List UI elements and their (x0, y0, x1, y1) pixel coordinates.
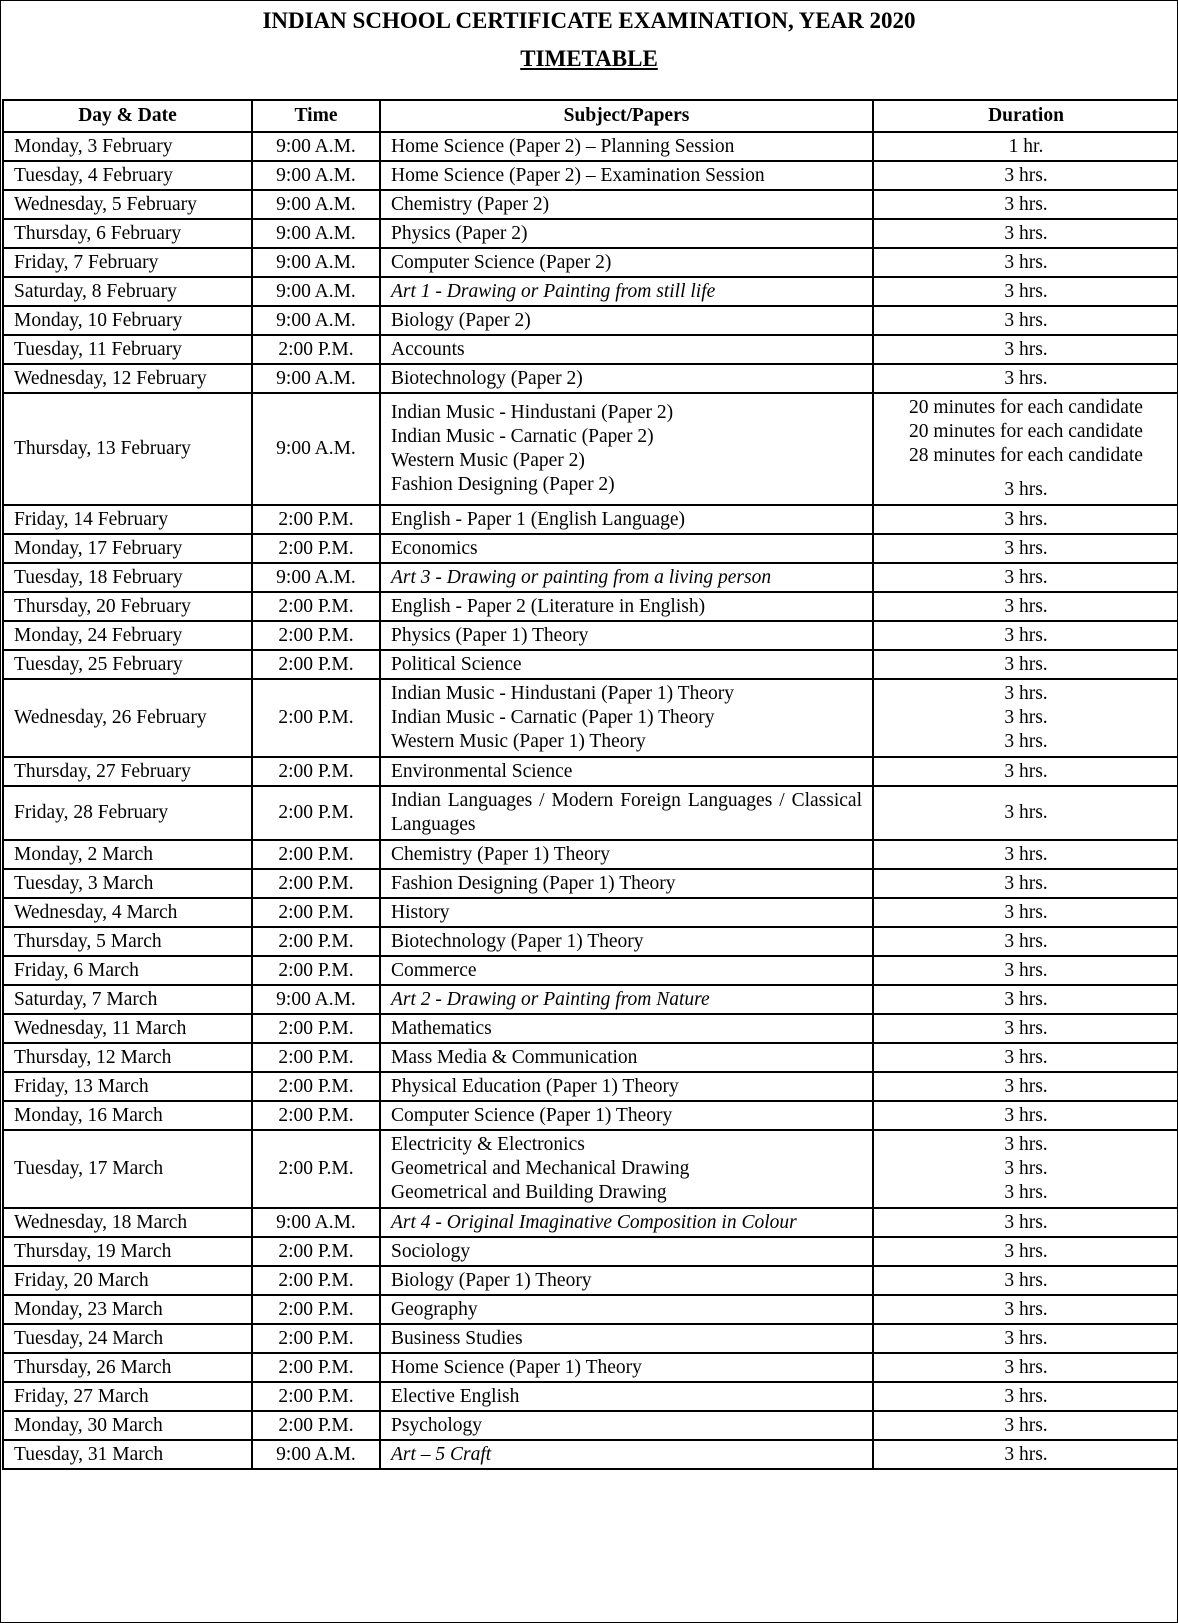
row-time: 2:00 P.M. (252, 592, 380, 621)
duration-line: 3 hrs. (1004, 930, 1048, 952)
row-time: 9:00 A.M. (252, 132, 380, 161)
row-subject (380, 393, 873, 505)
table-row (3, 1101, 1178, 1130)
row-duration (873, 1208, 1178, 1237)
duration-line: 3 hrs. (1004, 164, 1048, 186)
row-date: Monday, 2 March (3, 840, 252, 869)
row-date: Tuesday, 3 March (3, 869, 252, 898)
row-subject (380, 190, 873, 219)
row-duration (873, 679, 1178, 757)
row-subject (380, 1072, 873, 1101)
row-time: 2:00 P.M. (252, 956, 380, 985)
row-time: 2:00 P.M. (252, 335, 380, 364)
table-row (3, 650, 1178, 679)
row-duration (873, 335, 1178, 364)
row-time: 2:00 P.M. (252, 1324, 380, 1353)
subject-line: Environmental Science (391, 760, 573, 782)
duration-line: 3 hrs. (1004, 1182, 1048, 1203)
subject-line: Mass Media & Communication (391, 1046, 638, 1068)
row-date: Tuesday, 17 March (3, 1130, 252, 1208)
row-duration (873, 161, 1178, 190)
row-time: 2:00 P.M. (252, 650, 380, 679)
duration-line: 3 hrs. (1004, 338, 1048, 360)
row-time: 2:00 P.M. (252, 1072, 380, 1101)
row-duration (873, 563, 1178, 592)
table-row (3, 1237, 1178, 1266)
row-subject (380, 650, 873, 679)
table-row (3, 840, 1178, 869)
subject-line: Physics (Paper 1) Theory (391, 624, 589, 646)
row-subject (380, 679, 873, 757)
table-row (3, 505, 1178, 534)
header-time: Time (252, 100, 380, 132)
table-row (3, 306, 1178, 335)
duration-line: 3 hrs. (1004, 1414, 1048, 1436)
row-date: Friday, 20 March (3, 1266, 252, 1295)
timetable-body (3, 132, 1178, 1469)
duration-line: 3 hrs. (1004, 843, 1048, 865)
row-duration (873, 219, 1178, 248)
row-time: 9:00 A.M. (252, 1440, 380, 1469)
row-date: Monday, 17 February (3, 534, 252, 563)
document-subtitle (1, 44, 1177, 74)
row-duration (873, 840, 1178, 869)
duration-line: 3 hrs. (1004, 872, 1048, 894)
row-date: Wednesday, 11 March (3, 1014, 252, 1043)
row-time: 9:00 A.M. (252, 563, 380, 592)
row-time: 2:00 P.M. (252, 534, 380, 563)
row-duration (873, 534, 1178, 563)
row-duration (873, 927, 1178, 956)
table-row (3, 563, 1178, 592)
subject-line: Commerce (391, 959, 477, 981)
subject-line: Psychology (391, 1414, 483, 1436)
table-row (3, 1043, 1178, 1072)
subject-line: Elective English (391, 1385, 520, 1407)
subject-line: English - Paper 2 (Literature in English) (391, 595, 706, 617)
row-subject (380, 248, 873, 277)
subject-line: Electricity & Electronics (391, 1134, 585, 1155)
row-duration (873, 898, 1178, 927)
duration-line: 3 hrs. (1004, 1017, 1048, 1039)
duration-line: 3 hrs. (1004, 508, 1048, 530)
row-duration (873, 1266, 1178, 1295)
row-duration (873, 248, 1178, 277)
row-date: Wednesday, 12 February (3, 364, 252, 393)
duration-line: 3 hrs. (1004, 280, 1048, 302)
table-row (3, 1324, 1178, 1353)
duration-line: 3 hrs. (1004, 1327, 1048, 1349)
row-date: Tuesday, 4 February (3, 161, 252, 190)
table-row (3, 248, 1178, 277)
row-duration (873, 393, 1178, 505)
row-subject (380, 534, 873, 563)
row-date: Saturday, 7 March (3, 985, 252, 1014)
table-row (3, 335, 1178, 364)
duration-line: 3 hrs. (1004, 566, 1048, 588)
subject-line: Home Science (Paper 1) Theory (391, 1356, 642, 1378)
row-time: 2:00 P.M. (252, 679, 380, 757)
row-subject (380, 985, 873, 1014)
header-duration: Duration (873, 100, 1178, 132)
row-time: 9:00 A.M. (252, 393, 380, 505)
row-date: Monday, 24 February (3, 621, 252, 650)
row-date: Monday, 23 March (3, 1295, 252, 1324)
row-subject (380, 161, 873, 190)
row-duration (873, 306, 1178, 335)
subject-line: Indian Music - Hindustani (Paper 2) (391, 402, 674, 423)
subject-line: Mathematics (391, 1017, 492, 1039)
row-subject (380, 335, 873, 364)
subject-line: Western Music (Paper 2) (391, 450, 585, 471)
row-subject (380, 869, 873, 898)
row-date: Monday, 16 March (3, 1101, 252, 1130)
row-subject (380, 505, 873, 534)
row-duration (873, 985, 1178, 1014)
duration-line: 3 hrs. (1004, 959, 1048, 981)
table-row (3, 364, 1178, 393)
duration-line: 3 hrs. (1004, 1046, 1048, 1068)
row-subject (380, 364, 873, 393)
subject-line: Biology (Paper 1) Theory (391, 1269, 592, 1291)
row-date: Tuesday, 18 February (3, 563, 252, 592)
row-time: 2:00 P.M. (252, 1266, 380, 1295)
row-date: Tuesday, 31 March (3, 1440, 252, 1469)
row-duration (873, 1072, 1178, 1101)
subject-line: Geometrical and Mechanical Drawing (391, 1158, 690, 1179)
row-date: Thursday, 27 February (3, 757, 252, 786)
row-date: Thursday, 6 February (3, 219, 252, 248)
subject-line: Computer Science (Paper 1) Theory (391, 1104, 673, 1126)
duration-line: 3 hrs. (1004, 1269, 1048, 1291)
row-subject (380, 132, 873, 161)
row-duration (873, 786, 1178, 840)
row-date: Thursday, 13 February (3, 393, 252, 505)
duration-line: 3 hrs. (1004, 1075, 1048, 1097)
row-duration (873, 956, 1178, 985)
row-date: Friday, 7 February (3, 248, 252, 277)
row-time: 2:00 P.M. (252, 786, 380, 840)
duration-line: 3 hrs. (1004, 802, 1048, 823)
row-subject (380, 1324, 873, 1353)
row-date: Tuesday, 11 February (3, 335, 252, 364)
row-time: 2:00 P.M. (252, 1014, 380, 1043)
subject-line: Art 3 - Drawing or painting from a living person (391, 566, 772, 588)
row-subject (380, 1440, 873, 1469)
row-date: Thursday, 26 March (3, 1353, 252, 1382)
duration-line: 3 hrs. (1004, 653, 1048, 675)
row-time: 9:00 A.M. (252, 1208, 380, 1237)
row-time: 9:00 A.M. (252, 248, 380, 277)
row-subject (380, 1208, 873, 1237)
table-row (3, 679, 1178, 757)
timetable-table (2, 99, 1178, 1470)
table-row (3, 985, 1178, 1014)
row-date: Thursday, 20 February (3, 592, 252, 621)
row-duration (873, 1353, 1178, 1382)
row-subject (380, 1043, 873, 1072)
row-subject (380, 563, 873, 592)
row-duration (873, 621, 1178, 650)
subject-line: Western Music (Paper 1) Theory (391, 731, 646, 752)
row-subject (380, 1101, 873, 1130)
subject-line: Chemistry (Paper 2) (391, 193, 550, 215)
subject-line: Political Science (391, 653, 522, 675)
row-subject (380, 786, 873, 840)
duration-line: 3 hrs. (1004, 222, 1048, 244)
row-date: Friday, 14 February (3, 505, 252, 534)
table-row (3, 1440, 1178, 1469)
row-date: Wednesday, 4 March (3, 898, 252, 927)
subject-line: Physical Education (Paper 1) Theory (391, 1075, 679, 1097)
table-row (3, 1382, 1178, 1411)
table-header-row (3, 100, 1178, 132)
row-duration (873, 1130, 1178, 1208)
row-date: Tuesday, 25 February (3, 650, 252, 679)
duration-line: 3 hrs. (1004, 624, 1048, 646)
duration-line: 3 hrs. (1004, 901, 1048, 923)
table-row (3, 1353, 1178, 1382)
subject-line: Indian Music - Hindustani (Paper 1) Theory (391, 683, 734, 704)
row-date: Wednesday, 5 February (3, 190, 252, 219)
table-row (3, 277, 1178, 306)
table-row (3, 190, 1178, 219)
table-row (3, 132, 1178, 161)
row-duration (873, 364, 1178, 393)
table-row (3, 786, 1178, 840)
row-subject (380, 1411, 873, 1440)
row-subject (380, 1266, 873, 1295)
row-subject (380, 592, 873, 621)
row-time: 2:00 P.M. (252, 1353, 380, 1382)
duration-line: 3 hrs. (1004, 537, 1048, 559)
row-duration (873, 277, 1178, 306)
row-duration (873, 190, 1178, 219)
row-duration (873, 757, 1178, 786)
row-date: Monday, 10 February (3, 306, 252, 335)
row-time: 2:00 P.M. (252, 869, 380, 898)
header-subject: Subject/Papers (380, 100, 873, 132)
row-duration (873, 650, 1178, 679)
row-time: 9:00 A.M. (252, 219, 380, 248)
subject-line: Business Studies (391, 1327, 523, 1349)
row-duration (873, 869, 1178, 898)
subject-line: Art 4 - Original Imaginative Composition in Colour (391, 1211, 797, 1233)
subject-line: Art – 5 Craft (391, 1443, 492, 1465)
row-time: 2:00 P.M. (252, 1237, 380, 1266)
duration-line: 3 hrs. (1004, 1385, 1048, 1407)
duration-line: 20 minutes for each candidate (909, 421, 1143, 442)
row-date: Thursday, 12 March (3, 1043, 252, 1072)
row-subject (380, 898, 873, 927)
duration-line: 3 hrs. (1004, 193, 1048, 215)
duration-line: 3 hrs. (1004, 479, 1048, 500)
subject-line: Sociology (391, 1240, 471, 1262)
row-subject (380, 277, 873, 306)
row-date: Friday, 28 February (3, 786, 252, 840)
row-date: Monday, 30 March (3, 1411, 252, 1440)
row-time: 2:00 P.M. (252, 1382, 380, 1411)
header-day-date: Day & Date (3, 100, 252, 132)
table-row (3, 869, 1178, 898)
subject-line: Indian Languages / Modern Foreign Languages / Classical Languages (391, 790, 862, 835)
subject-line: Chemistry (Paper 1) Theory (391, 843, 610, 865)
row-subject (380, 219, 873, 248)
row-time: 9:00 A.M. (252, 161, 380, 190)
duration-line: 3 hrs. (1004, 1443, 1048, 1465)
row-subject (380, 1382, 873, 1411)
row-time: 9:00 A.M. (252, 364, 380, 393)
row-duration (873, 1440, 1178, 1469)
row-date: Friday, 27 March (3, 1382, 252, 1411)
table-row (3, 1411, 1178, 1440)
row-date: Wednesday, 26 February (3, 679, 252, 757)
row-subject (380, 1130, 873, 1208)
subject-line: Accounts (391, 338, 465, 360)
table-row (3, 1266, 1178, 1295)
duration-line: 3 hrs. (1004, 1134, 1048, 1155)
row-subject (380, 927, 873, 956)
table-row (3, 927, 1178, 956)
duration-line: 3 hrs. (1004, 1356, 1048, 1378)
row-time: 2:00 P.M. (252, 1101, 380, 1130)
table-row (3, 621, 1178, 650)
row-duration (873, 1411, 1178, 1440)
row-date: Friday, 13 March (3, 1072, 252, 1101)
duration-line: 3 hrs. (1004, 683, 1048, 704)
row-duration (873, 505, 1178, 534)
duration-line: 3 hrs. (1004, 1211, 1048, 1233)
row-subject (380, 1295, 873, 1324)
document-title: INDIAN SCHOOL CERTIFICATE EXAMINATION, YEAR 2020 (262, 8, 916, 33)
row-time: 2:00 P.M. (252, 757, 380, 786)
row-duration (873, 592, 1178, 621)
subject-line: Home Science (Paper 2) – Planning Session (391, 135, 735, 157)
row-time: 2:00 P.M. (252, 898, 380, 927)
row-time: 2:00 P.M. (252, 1043, 380, 1072)
row-date: Thursday, 5 March (3, 927, 252, 956)
subject-line: Home Science (Paper 2) – Examination Session (391, 164, 765, 186)
row-subject (380, 1353, 873, 1382)
subject-line: Economics (391, 537, 478, 559)
table-row (3, 592, 1178, 621)
subject-line: Geography (391, 1298, 478, 1320)
duration-line: 28 minutes for each candidate (909, 445, 1143, 466)
row-time: 2:00 P.M. (252, 1411, 380, 1440)
row-duration (873, 1382, 1178, 1411)
duration-line: 3 hrs. (1004, 1158, 1048, 1179)
row-time: 2:00 P.M. (252, 927, 380, 956)
row-time: 2:00 P.M. (252, 1130, 380, 1208)
row-duration (873, 1324, 1178, 1353)
duration-line: 3 hrs. (1004, 367, 1048, 389)
row-time: 9:00 A.M. (252, 985, 380, 1014)
table-row (3, 161, 1178, 190)
duration-line: 3 hrs. (1004, 595, 1048, 617)
subtitle-text: TIMETABLE (520, 46, 658, 71)
subject-line: Indian Music - Carnatic (Paper 1) Theory (391, 707, 715, 728)
row-subject (380, 1237, 873, 1266)
row-duration (873, 132, 1178, 161)
row-duration (873, 1014, 1178, 1043)
duration-line: 3 hrs. (1004, 988, 1048, 1010)
duration-line: 3 hrs. (1004, 731, 1048, 752)
row-subject (380, 306, 873, 335)
subject-line: Art 2 - Drawing or Painting from Nature (391, 988, 710, 1010)
row-subject (380, 1014, 873, 1043)
table-row (3, 1072, 1178, 1101)
row-date: Saturday, 8 February (3, 277, 252, 306)
row-time: 2:00 P.M. (252, 505, 380, 534)
subject-line: Computer Science (Paper 2) (391, 251, 612, 273)
subject-line: Art 1 - Drawing or Painting from still life (391, 280, 716, 302)
row-date: Friday, 6 March (3, 956, 252, 985)
duration-line: 1 hr. (1008, 135, 1044, 157)
duration-line: 3 hrs. (1004, 1298, 1048, 1320)
table-row (3, 1014, 1178, 1043)
row-duration (873, 1237, 1178, 1266)
subject-line: Biotechnology (Paper 1) Theory (391, 930, 644, 952)
table-row (3, 1130, 1178, 1208)
duration-line: 3 hrs. (1004, 1240, 1048, 1262)
row-duration (873, 1295, 1178, 1324)
duration-line: 3 hrs. (1004, 707, 1048, 728)
row-time: 9:00 A.M. (252, 190, 380, 219)
row-date: Tuesday, 24 March (3, 1324, 252, 1353)
table-row (3, 1295, 1178, 1324)
subject-line: Biology (Paper 2) (391, 309, 531, 331)
row-date: Wednesday, 18 March (3, 1208, 252, 1237)
row-subject (380, 757, 873, 786)
subject-line: Fashion Designing (Paper 2) (391, 474, 615, 495)
subject-line: Geometrical and Building Drawing (391, 1182, 667, 1203)
duration-line: 20 minutes for each candidate (909, 397, 1143, 418)
table-row (3, 956, 1178, 985)
row-duration (873, 1043, 1178, 1072)
row-time: 9:00 A.M. (252, 277, 380, 306)
row-time: 2:00 P.M. (252, 621, 380, 650)
row-time: 2:00 P.M. (252, 840, 380, 869)
row-time: 2:00 P.M. (252, 1295, 380, 1324)
duration-line: 3 hrs. (1004, 309, 1048, 331)
row-subject (380, 840, 873, 869)
row-subject (380, 956, 873, 985)
table-row (3, 1208, 1178, 1237)
row-duration (873, 1101, 1178, 1130)
row-time: 9:00 A.M. (252, 306, 380, 335)
table-row (3, 898, 1178, 927)
duration-line: 3 hrs. (1004, 760, 1048, 782)
subject-line: History (391, 901, 450, 923)
subject-line: Biotechnology (Paper 2) (391, 367, 583, 389)
table-row (3, 393, 1178, 505)
duration-line: 3 hrs. (1004, 1104, 1048, 1126)
table-row (3, 534, 1178, 563)
row-date: Thursday, 19 March (3, 1237, 252, 1266)
row-date: Monday, 3 February (3, 132, 252, 161)
subject-line: Physics (Paper 2) (391, 222, 528, 244)
table-row (3, 757, 1178, 786)
table-row (3, 219, 1178, 248)
subject-line: Indian Music - Carnatic (Paper 2) (391, 426, 654, 447)
subject-line: Fashion Designing (Paper 1) Theory (391, 872, 676, 894)
duration-line: 3 hrs. (1004, 251, 1048, 273)
row-subject (380, 621, 873, 650)
subject-line: English - Paper 1 (English Language) (391, 508, 686, 530)
